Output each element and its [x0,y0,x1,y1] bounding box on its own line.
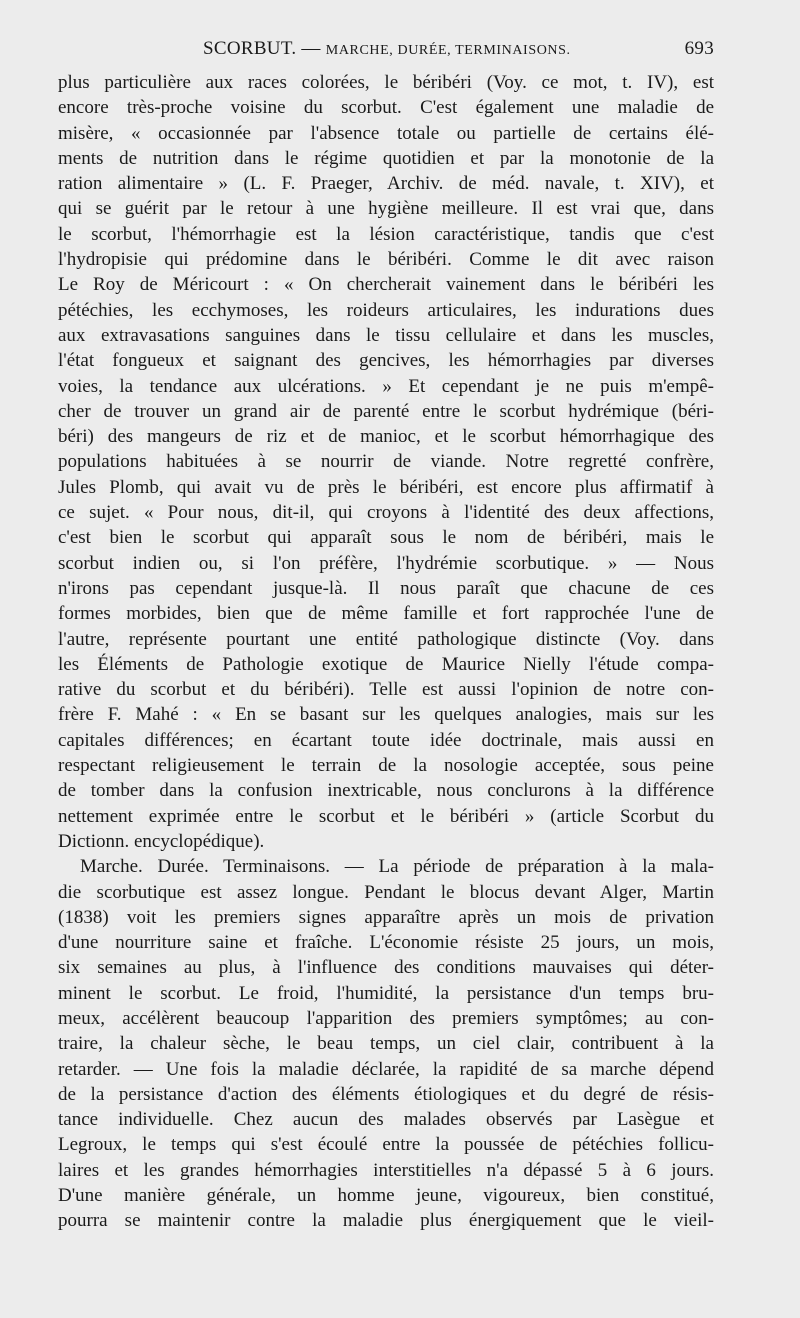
text-line: laires et les grandes hémorrhagies interstitielles n'a dépassé 5 à 6 jours. [58,1159,714,1181]
section-heading-line: Marche. Durée. Terminaisons. — La période de préparation à la mala- [80,856,714,878]
text-line: Jules Plomb, qui avait vu de près le béribéri, est encore plus affirmatif à [58,476,714,498]
text-line: les Éléments de Pathologie exotique de Maurice Nielly l'étude compa- [58,653,714,675]
text-line: l'autre, représente pourtant une entité pathologique distincte (Voy. dans [58,628,714,650]
text-line: Dictionn. encyclopédique). [58,830,265,852]
text-line: respectant religieusement le terrain de la nosologie acceptée, sous peine [58,755,714,777]
text-line: d'une nourriture saine et fraîche. L'économie résiste 25 jours, un mois, [58,932,714,954]
text-line: Legroux, le temps qui s'est écoulé entre la poussée de pétéchies follicu- [58,1134,714,1156]
text-line: ce sujet. « Pour nous, dit-il, qui croyons à l'identité des deux affections, [58,502,714,524]
text-line: encore très-proche voisine du scorbut. C'est également une maladie de [58,97,714,119]
text-line: retarder. — Une fois la maladie déclarée, la rapidité de sa marche dépend [58,1058,714,1080]
text-line: tance individuelle. Chez aucun des malades observés par Lasègue et [58,1109,714,1131]
text-line: n'irons pas cependant jusque-là. Il nous paraît que chacune de ces [58,577,714,599]
text-line: le scorbut, l'hémorrhagie est la lésion caractéristique, tandis que c'est [58,223,714,245]
text-line: nettement exprimée entre le scorbut et le béribéri » (article Scorbut du [58,805,714,827]
text-line: traire, la chaleur sèche, le beau temps, un ciel clair, contribuent à la [58,1033,714,1055]
page-number: 693 [684,38,714,59]
text-line: formes morbides, bien que de même famille et fort rapprochée l'une de [58,603,714,625]
text-line: de tomber dans la confusion inextricable, nous conclurons à la différence [58,780,714,802]
text-line: voies, la tendance aux ulcérations. » Et cependant je ne puis m'empê- [58,375,714,397]
text-line: l'état fongueux et saignant des gencives, les hémorrhagies par diverses [58,350,714,372]
text-line: die scorbutique est assez longue. Pendant le blocus devant Alger, Martin [58,881,714,903]
running-title-sub: MARCHE, DURÉE, TERMINAISONS. [325,43,571,58]
text-line: frère F. Mahé : « En se basant sur les quelques analogies, mais sur les [58,704,714,726]
text-line: D'une manière générale, un homme jeune, vigoureux, bien constitué, [58,1185,714,1207]
body-text [58,70,714,1234]
text-line: plus particulière aux races colorées, le béribéri (Voy. ce mot, t. IV), est [58,72,714,93]
text-line: misère, « occasionnée par l'absence totale ou partielle de certains élé- [58,122,714,144]
text-line: populations habituées à se nourrir de viande. Notre regretté confrère, [58,451,714,473]
text-line: scorbut indien ou, si l'on préfère, l'hydrémie scorbutique. » — Nous [58,552,714,574]
text-line: (1838) voit les premiers signes apparaître après un mois de privation [58,906,714,928]
text-line: six semaines au plus, à l'influence des conditions mauvaises qui déter- [58,957,714,979]
text-line: l'hydropisie qui prédomine dans le béribéri. Comme le dit avec raison [58,249,714,271]
text-line: minent le scorbut. Le froid, l'humidité, la persistance d'un temps bru- [58,982,714,1004]
text-line: pétéchies, les ecchymoses, les roideurs articulaires, les indurations dues [58,299,714,321]
text-line: qui se guérit par le retour à une hygiène meilleure. Il est vrai que, dans [58,198,714,220]
text-line: de la persistance d'action des éléments étiologiques et du degré de résis- [58,1083,714,1105]
text-line: ration alimentaire » (L. F. Praeger, Archiv. de méd. navale, t. XIV), et [58,173,714,195]
text-line: capitales différences; en écartant toute idée doctrinale, mais aussi en [58,729,714,751]
text-line: béri) des mangeurs de riz et de manioc, et le scorbut hémorrhagique des [58,426,714,448]
text-line: aux extravasations sanguines dans le tissu cellulaire et dans les muscles, [58,324,714,346]
text-line: pourra se maintenir contre la maladie plus énergiquement que le vieil- [58,1210,714,1232]
text-line: ments de nutrition dans le régime quotidien et par la monotonie de la [58,147,714,169]
running-head [58,32,714,68]
text-line: rative du scorbut et du béribéri). Telle est aussi l'opinion de notre con- [58,679,714,701]
running-title [203,38,571,60]
text-line: c'est bien le scorbut qui apparaît sous le nom de béribéri, mais le [58,527,714,549]
text-line: cher de trouver un grand air de parenté entre le scorbut hydrémique (béri- [58,400,714,422]
running-title-main: SCORBUT. — [203,38,326,59]
text-line: Le Roy de Méricourt : « On chercherait vainement dans le béribéri les [58,274,714,296]
text-line: meux, accélèrent beaucoup l'apparition des premiers symptômes; au con- [58,1007,714,1029]
